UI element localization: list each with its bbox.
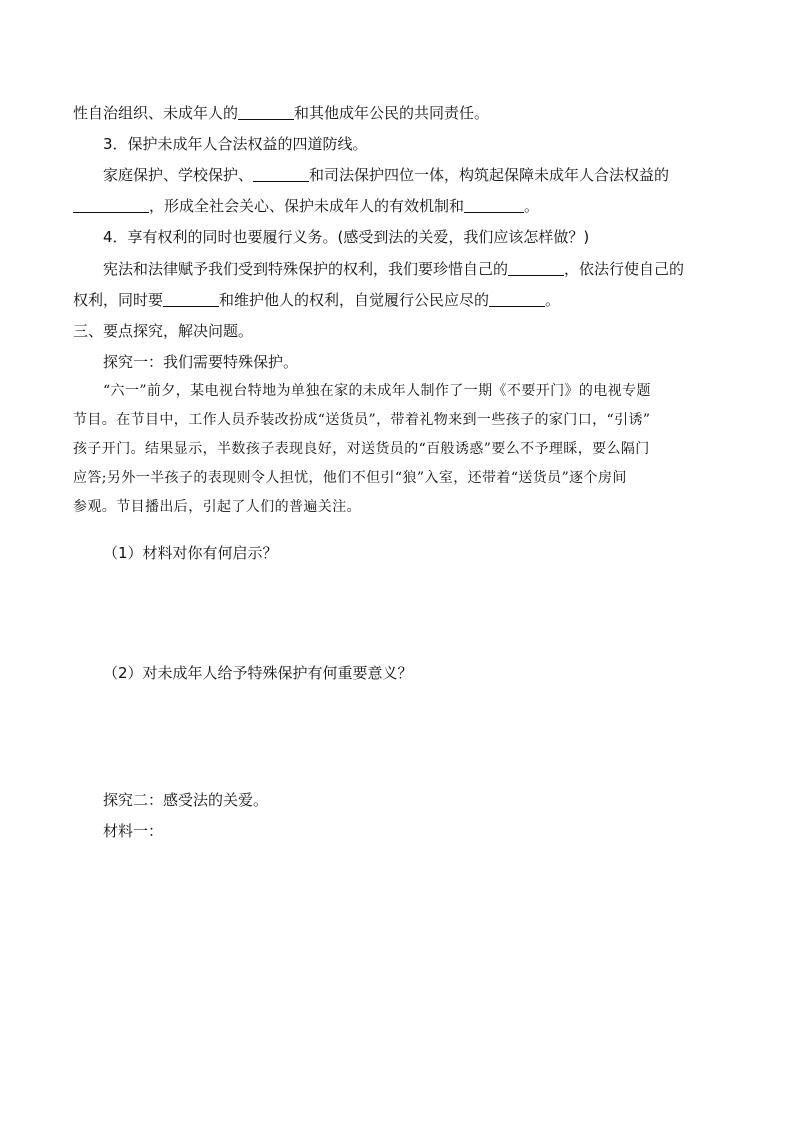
text: 宪法和法律赋予我们受到特殊保护的权利，我们要珍惜自己的 [103,260,509,278]
review-line-3 [103,165,669,185]
review-line-1 [73,103,489,123]
review-line-4 [73,196,539,216]
fill-blank[interactable] [253,165,309,182]
material-one-label: 材料一： [103,822,164,840]
inquiry-1-title: 探究一：我们需要特殊保护。 [103,353,299,371]
fill-blank[interactable] [489,290,545,307]
text: 和其他成年公民的共同责任。 [294,104,490,122]
material-line: 应答;另外一半孩子的表现则令人担忧，他们不但引“狼”入室，还带着“送货员”逐个房间 [73,470,627,486]
fill-blank[interactable] [508,259,564,276]
text: ，形成全社会关心、保护未成年人的有效机制和 [149,197,465,215]
text: 。 [524,197,540,215]
question-2: （2）对未成年人给予特殊保护有何重要意义？ [103,664,413,682]
item-3-title: 3．保护未成年人合法权益的四道防线。 [103,135,368,153]
text: 。 [545,291,561,309]
review-line-7 [73,290,560,310]
item-4-title: 4．享有权利的同时也要履行义务。(感受到法的关爱，我们应该怎样做？) [103,228,590,246]
section-3-heading: 三、要点探究，解决问题。 [73,322,254,340]
text: 和维护他人的权利，自觉履行公民应尽的 [219,291,490,309]
question-1: （1）材料对你有何启示？ [103,544,278,562]
text: 和司法保护四位一体，构筑起保障未成年人合法权益的 [309,166,670,184]
review-line-6 [103,259,684,279]
text: ，依法行使自己的 [564,260,685,278]
material-line: 孩子开门。结果显示，半数孩子表现良好，对送货员的“百般诱惑”要么不予理睬，要么隔门 [73,441,650,457]
material-line: 参观。节目播出后，引起了人们的普遍关注。 [73,499,361,515]
text: 家庭保护、学校保护、 [103,166,254,184]
fill-blank[interactable] [464,196,524,213]
text: 权利，同时要 [73,291,164,309]
text: 性自治组织、未成年人的 [73,104,239,122]
inquiry-2-title: 探究二：感受法的关爱。 [103,791,269,809]
fill-blank[interactable] [163,290,219,307]
fill-blank[interactable] [238,103,294,120]
material-line: “六一”前夕，某电视台特地为单独在家的未成年人制作了一期《不要开门》的电视专题 [103,383,651,399]
fill-blank[interactable] [73,196,149,213]
material-line: 节目。在节目中，工作人员乔装改扮成“送货员”，带着礼物来到一些孩子的家门口，“引诱” [73,412,651,428]
